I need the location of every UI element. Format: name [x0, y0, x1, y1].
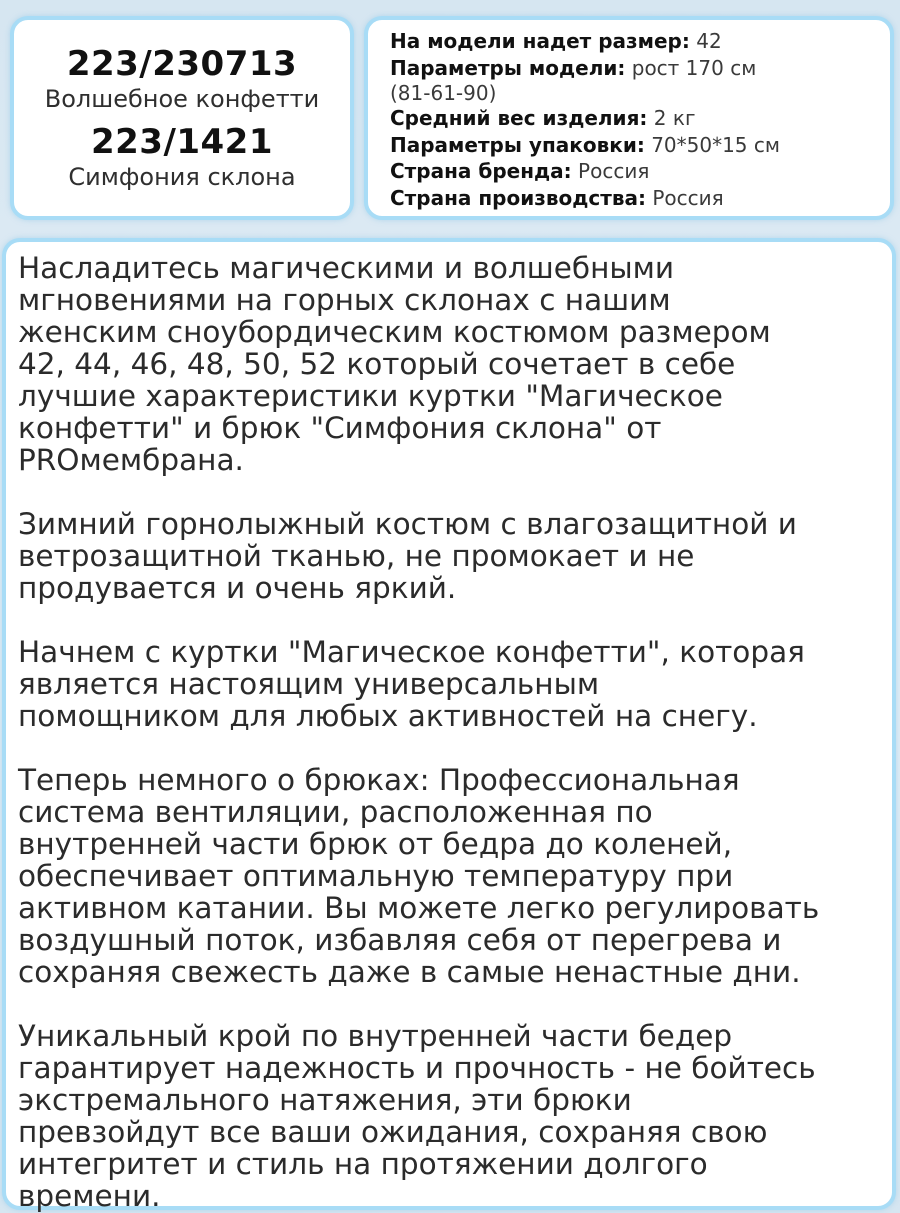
spec-value: Россия	[578, 159, 650, 183]
article-code: 223/1421	[90, 122, 273, 162]
description-line: является настоящим универсальным	[18, 667, 600, 701]
description-paragraph	[18, 1020, 888, 1212]
spec-value: Россия	[652, 185, 724, 210]
description-card	[2, 238, 896, 1213]
description-line: времени.	[18, 1179, 161, 1213]
description-line: женским сноубордическим костюмом размером	[18, 315, 771, 349]
description-line: Уникальный крой по внутренней части бедер	[18, 1019, 733, 1053]
spec-model-measurements: (81-61-90)	[390, 81, 497, 105]
spec-value: 70*50*15 см	[651, 132, 780, 157]
specs-card	[364, 16, 894, 220]
description-line: воздушный поток, избавляя себя от перегрева и	[18, 923, 782, 957]
description-line: лучшие характеристики куртки "Магическое	[18, 379, 723, 413]
description-line: Насладитесь магическими и волшебными	[18, 251, 675, 285]
description-line: сохраняя свежесть даже в самые ненастные дни.	[18, 955, 801, 989]
spec-label: Страна производства:	[390, 185, 647, 210]
spec-label: На модели надет размер:	[390, 29, 690, 53]
spec-value: 2 кг	[653, 106, 696, 130]
spec-made-in	[390, 185, 880, 212]
description-line: система вентиляции, расположенная по	[18, 795, 653, 829]
spec-label: Параметры упаковки:	[390, 132, 645, 157]
spec-label: Страна бренда:	[390, 159, 572, 183]
description-paragraph	[18, 636, 888, 732]
spec-label: Параметры модели:	[390, 55, 626, 80]
description-line: внутренней части брюк от бедра до коленей,	[18, 827, 733, 861]
description-line: гарантирует надежность и прочность - не бойтесь	[18, 1051, 816, 1085]
description-line: 42, 44, 46, 48, 50, 52 который сочетает в себе	[18, 347, 736, 381]
description-line: интегритет и стиль на протяжении долгого	[18, 1147, 708, 1181]
description-line: Теперь немного о брюках: Профессиональная	[18, 763, 740, 797]
article-name: Симфония склона	[68, 163, 296, 191]
description-line: PROмембрана.	[18, 443, 244, 477]
spec-model-params	[390, 55, 880, 82]
description-line: превзойдут все ваши ожидания, сохраняя свою	[18, 1115, 768, 1149]
spec-value: рост 170 см	[631, 55, 757, 80]
article-card	[10, 16, 354, 220]
article-code: 223/230713	[66, 44, 298, 84]
description-line: конфетти" и брюк "Симфония склона" от	[18, 411, 662, 445]
description-line: Зимний горнолыжный костюм с влагозащитной и	[18, 507, 797, 541]
description-line: продувается и очень яркий.	[18, 571, 457, 605]
description-paragraph	[18, 508, 888, 604]
spec-value: 42	[696, 29, 722, 53]
spec-label: Средний вес изделия:	[390, 106, 648, 130]
description-line: мгновениями на горных склонах с нашим	[18, 283, 671, 317]
spec-weight	[390, 105, 880, 132]
description-line: обеспечивает оптимальную температуру при	[18, 859, 734, 893]
article-group-2	[68, 122, 295, 192]
description-paragraph	[18, 252, 888, 476]
article-group-1	[45, 44, 320, 114]
description-body	[18, 252, 888, 1212]
description-line: активном катании. Вы можете легко регулировать	[18, 891, 820, 925]
description-line: ветрозащитной тканью, не промокает и не	[18, 539, 695, 573]
description-line: Начнем с куртки "Магическое конфетти", которая	[18, 635, 805, 669]
description-paragraph	[18, 764, 888, 988]
article-name: Волшебное конфетти	[44, 85, 320, 113]
description-line: помощником для любых активностей на снегу.	[18, 699, 758, 733]
spec-brand-country	[390, 158, 880, 185]
spec-size	[390, 28, 880, 55]
spec-package	[390, 132, 880, 159]
description-line: экстремального натяжения, эти брюки	[18, 1083, 632, 1117]
